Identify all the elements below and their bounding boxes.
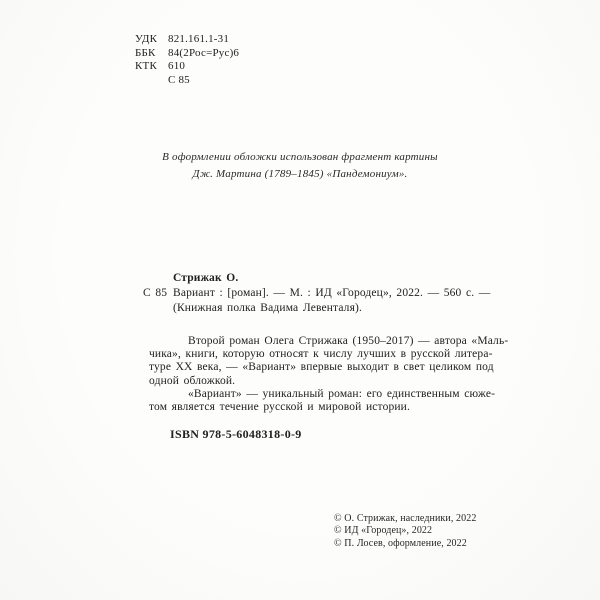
annotation-line: чика», книги, которую относят к числу лучших в русской литера- [149, 348, 493, 361]
code-row-ktk [135, 60, 239, 74]
copyright-block [334, 513, 476, 550]
author-name: Стрижак О. [173, 272, 239, 284]
cover-note-line-2: Дж. Мартина (1789–1845) «Пандемониум». [192, 168, 408, 180]
annotation-paragraph-2 [149, 388, 529, 414]
bbk-label: ББК [135, 46, 156, 59]
empty-label [135, 74, 168, 88]
code-row-udk [135, 33, 239, 47]
bibliographic-entry [143, 286, 543, 316]
bibliographic-description [173, 286, 490, 316]
annotation-line: одной обложкой. [149, 374, 236, 387]
ktk-label: КТК [135, 60, 157, 72]
udk-label: УДК [135, 33, 158, 45]
ktk-value: 610 [168, 60, 186, 72]
catalog-codes-block [135, 33, 239, 87]
annotation-line: «Вариант» — уникальный роман: его единственным сюже- [188, 387, 496, 400]
author-sign-index: С 85 [143, 287, 168, 299]
code-row-bbk [135, 47, 239, 61]
annotation-line: туре XX века, — «Вариант» впервые выходит в свет целиком под [149, 361, 494, 374]
udk-value: 821.161.1-31 [168, 33, 230, 45]
cover-art-note [0, 149, 600, 183]
author-sign-value: С 85 [168, 73, 190, 86]
annotation-line: Второй роман Олега Стрижака (1950–2017) — автора «Маль- [188, 335, 509, 347]
bbk-value: 84(2Рос=Рус)6 [168, 46, 240, 59]
copyright-line-author: © О. Стрижак, наследники, 2022 [334, 513, 477, 524]
cover-note-line-1: В оформлении обложки использован фрагмент картины [162, 151, 438, 163]
code-row-author-sign [135, 74, 239, 88]
copyright-line-designer: © П. Лосев, оформление, 2022 [334, 537, 467, 549]
annotation-paragraph-1 [149, 335, 529, 388]
catalog-card [143, 271, 543, 316]
isbn: ISBN 978-5-6048318-0-9 [170, 427, 302, 441]
bibliographic-line-2: (Книжная полка Вадима Левенталя). [173, 302, 363, 314]
annotation-line: том является течение русской и мировой истории. [149, 401, 411, 414]
copyright-line-publisher: © ИД «Городец», 2022 [334, 525, 433, 537]
bibliographic-line-1: Вариант : [роман]. — М. : ИД «Городец», 2022. — 560 с. — [173, 287, 491, 299]
annotation-block [149, 335, 529, 414]
